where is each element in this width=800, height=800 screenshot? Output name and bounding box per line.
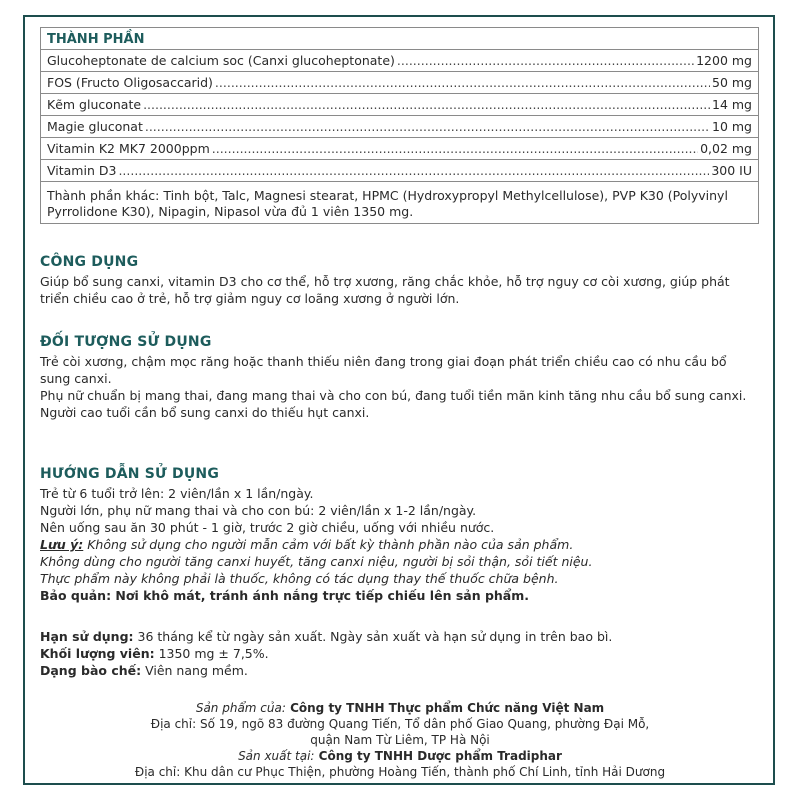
uses-text: Giúp bổ sung canxi, vitamin D3 cho cơ thể, hỗ trợ xương, răng chắc khỏe, hỗ trợ nguy cơ còi xương, giúp phát triển chiều cao ở trẻ, hỗ trợ giảm nguy cơ loãng xương ở người lớn. xyxy=(40,274,730,306)
storage-line: Bảo quản: Nơi khô mát, tránh ánh nắng trực tiếp chiếu lên sản phẩm. xyxy=(40,588,530,603)
ingredient-row xyxy=(41,116,759,138)
made-at-label: Sản xuất tại: xyxy=(238,749,315,763)
address-line: Địa chỉ: Khu dân cư Phục Thiện, phường Hoàng Tiến, thành phố Chí Linh, tỉnh Hải Dương xyxy=(134,765,666,779)
form-text: Viên nang mềm. xyxy=(141,663,248,678)
ingredients-title: THÀNH PHẦN xyxy=(47,31,145,47)
directions-heading: HƯỚNG DẪN SỬ DỤNG xyxy=(40,466,220,482)
other-ingredients-text: Thành phần khác: Tinh bột, Talc, Magnesi stearat, HPMC (Hydroxypropyl Methylcellulose), PVP K30 (Polyvinyl Pyrrolidone K30), Nipagin, Nipasol vừa đủ 1 viên 1350 mg. xyxy=(47,187,728,219)
made-at-company: Công ty TNHH Dược phẩm Tradiphar xyxy=(314,749,562,763)
note-line: Không dùng cho người tăng canxi huyết, tăng canxi niệu, người bị sỏi thận, sỏi tiết niệu. xyxy=(40,554,593,569)
ingredient-name: Magie gluconat xyxy=(47,119,143,134)
leader-dots xyxy=(215,75,710,90)
shelf-life-line xyxy=(40,628,760,645)
directions-section xyxy=(40,466,760,604)
ingredient-name: Kẽm gluconate xyxy=(47,97,142,112)
address-line: Địa chỉ: Số 19, ngõ 83 đường Quang Tiến, Tổ dân phố Giao Quang, phường Đại Mỗ, xyxy=(150,717,650,731)
specs-section xyxy=(40,628,760,679)
note-line: Thực phẩm này không phải là thuốc, không có tác dụng thay thế thuốc chữa bệnh. xyxy=(40,571,559,586)
leader-dots xyxy=(143,97,710,112)
leader-dots xyxy=(118,163,709,178)
ingredient-name: FOS (Fructo Oligosaccarid) xyxy=(47,75,213,90)
uses-heading: CÔNG DỤNG xyxy=(40,254,139,270)
ingredient-value: 300 IU xyxy=(711,163,752,178)
ingredient-value: 14 mg xyxy=(712,97,752,112)
product-of-line xyxy=(40,700,760,716)
ingredients-header-row xyxy=(41,28,759,50)
ingredient-value: 0,02 mg xyxy=(700,141,752,156)
audience-line: Trẻ còi xương, chậm mọc răng hoặc thanh thiếu niên đang trong giai đoạn phát triển chiều cao có nhu cầu bổ sung canxi. xyxy=(40,354,727,386)
audience-line: Người cao tuổi cần bổ sung canxi do thiếu hụt canxi. xyxy=(40,405,370,420)
ingredient-value: 50 mg xyxy=(712,75,752,90)
ingredient-row xyxy=(41,138,759,160)
ingredients-table xyxy=(40,27,759,224)
weight-text: 1350 mg ± 7,5%. xyxy=(154,646,269,661)
ingredient-row xyxy=(41,160,759,182)
directions-line: Nên uống sau ăn 30 phút - 1 giờ, trước 2 giờ chiều, uống với nhiều nước. xyxy=(40,520,495,535)
ingredient-row xyxy=(41,50,759,72)
shelf-life-label: Hạn sử dụng: xyxy=(40,629,134,644)
note-label: Lưu ý: xyxy=(40,537,84,552)
ingredient-value: 1200 mg xyxy=(696,53,752,68)
address-line: quận Nam Từ Liêm, TP Hà Nội xyxy=(310,733,490,747)
form-line xyxy=(40,662,760,679)
product-of-company: Công ty TNHH Thực phẩm Chức năng Việt Nam xyxy=(285,701,605,715)
note-text: Không sử dụng cho người mẫn cảm với bất kỳ thành phần nào của sản phẩm. xyxy=(83,537,574,552)
weight-label: Khối lượng viên: xyxy=(40,646,155,661)
note-line xyxy=(40,536,760,553)
uses-section xyxy=(40,254,760,307)
leader-dots xyxy=(145,119,710,134)
ingredient-value: 10 mg xyxy=(712,119,752,134)
made-at-line xyxy=(40,748,760,764)
shelf-life-text: 36 tháng kể từ ngày sản xuất. Ngày sản xuất và hạn sử dụng in trên bao bì. xyxy=(133,629,613,644)
directions-line: Trẻ từ 6 tuổi trở lên: 2 viên/lần x 1 lần/ngày. xyxy=(40,486,314,501)
audience-section xyxy=(40,334,760,421)
ingredient-name: Vitamin K2 MK7 2000ppm xyxy=(47,141,210,156)
weight-line xyxy=(40,645,760,662)
leader-dots xyxy=(212,141,698,156)
other-ingredients-row xyxy=(41,182,759,224)
form-label: Dạng bào chế: xyxy=(40,663,142,678)
leader-dots xyxy=(397,53,694,68)
product-of-label: Sản phẩm của: xyxy=(195,701,286,715)
ingredient-name: Glucoheptonate de calcium soc (Canxi glucoheptonate) xyxy=(47,53,395,68)
ingredient-name: Vitamin D3 xyxy=(47,163,117,178)
ingredient-row xyxy=(41,94,759,116)
directions-line: Người lớn, phụ nữ mang thai và cho con bú: 2 viên/lần x 1-2 lần/ngày. xyxy=(40,503,477,518)
manufacturer-footer xyxy=(40,700,760,780)
audience-line: Phụ nữ chuẩn bị mang thai, đang mang thai và cho con bú, đang tuổi tiền mãn kinh tăng nhu cầu bổ sung canxi. xyxy=(40,388,747,403)
audience-heading: ĐỐI TƯỢNG SỬ DỤNG xyxy=(40,334,212,350)
ingredient-row xyxy=(41,72,759,94)
